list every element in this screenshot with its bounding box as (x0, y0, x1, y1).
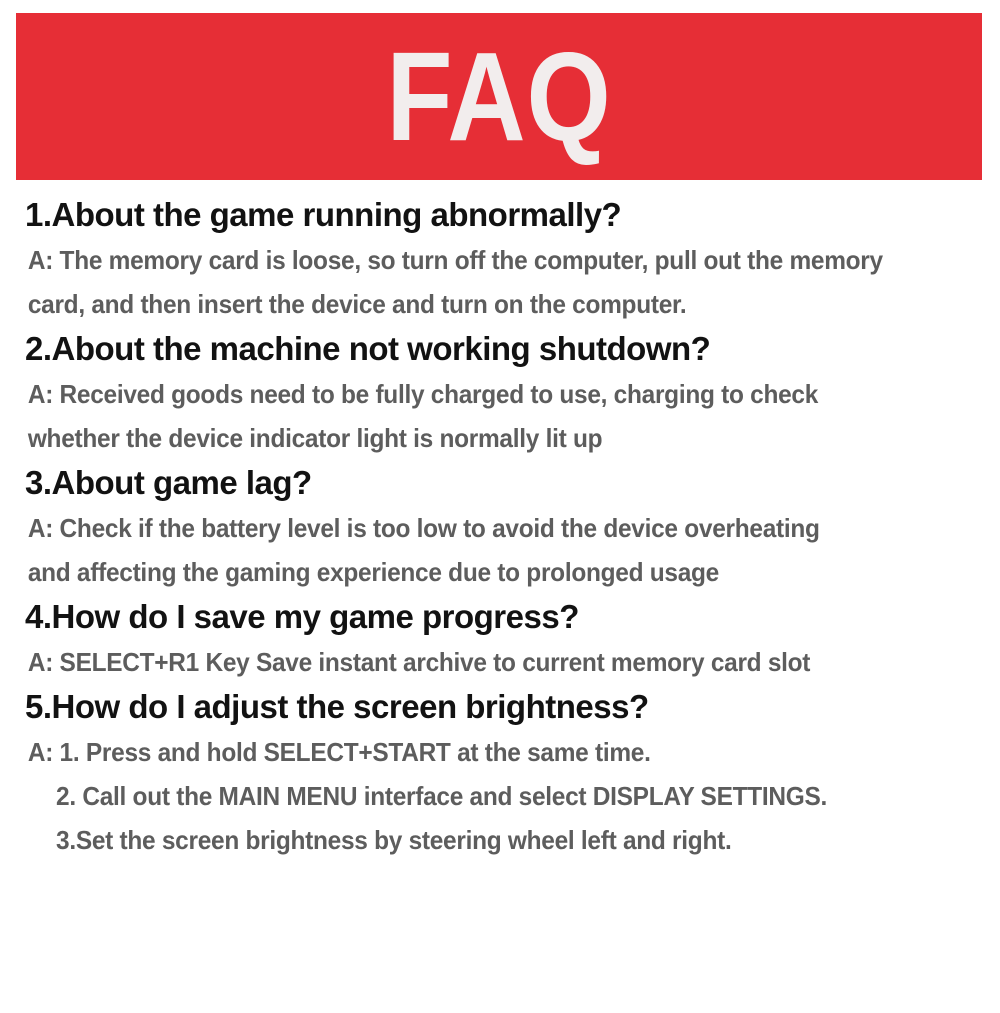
faq-answer-5-line-2: 2. Call out the MAIN MENU interface and select DISPLAY SETTINGS. (56, 781, 828, 811)
faq-item-5 (25, 684, 990, 862)
faq-banner-title: FAQ (386, 25, 612, 167)
faq-answer-1-line-2: card, and then insert the device and turn on the computer. (27, 289, 687, 319)
faq-question-5: 5.How do I adjust the screen brightness? (25, 688, 649, 725)
faq-answer-3-line-2: and affecting the gaming experience due to prolonged usage (27, 557, 719, 587)
faq-page (0, 13, 1000, 1013)
faq-answer-5-line-1: A: 1. Press and hold SELECT+START at the same time. (27, 737, 651, 767)
faq-item-3 (25, 460, 990, 594)
faq-answer-4-line-1: A: SELECT+R1 Key Save instant archive to current memory card slot (27, 647, 811, 677)
faq-answer-1-line-1: A: The memory card is loose, so turn off the computer, pull out the memory (27, 245, 883, 275)
faq-answer-3-line-1: A: Check if the battery level is too low to avoid the device overheating (27, 513, 820, 543)
faq-item-4 (25, 594, 990, 684)
faq-item-2 (25, 326, 990, 460)
faq-question-1: 1.About the game running abnormally? (25, 196, 622, 233)
faq-answer-2-line-1: A: Received goods need to be fully charged to use, charging to check (27, 379, 819, 409)
faq-answer-5-line-3: 3.Set the screen brightness by steering wheel left and right. (56, 825, 732, 855)
faq-banner (16, 13, 982, 180)
faq-question-4: 4.How do I save my game progress? (25, 598, 579, 635)
faq-question-3: 3.About game lag? (25, 464, 312, 501)
faq-content (0, 192, 1000, 862)
faq-answer-2-line-2: whether the device indicator light is normally lit up (27, 423, 603, 453)
faq-item-1 (25, 192, 990, 326)
faq-question-2: 2.About the machine not working shutdown? (25, 330, 711, 367)
